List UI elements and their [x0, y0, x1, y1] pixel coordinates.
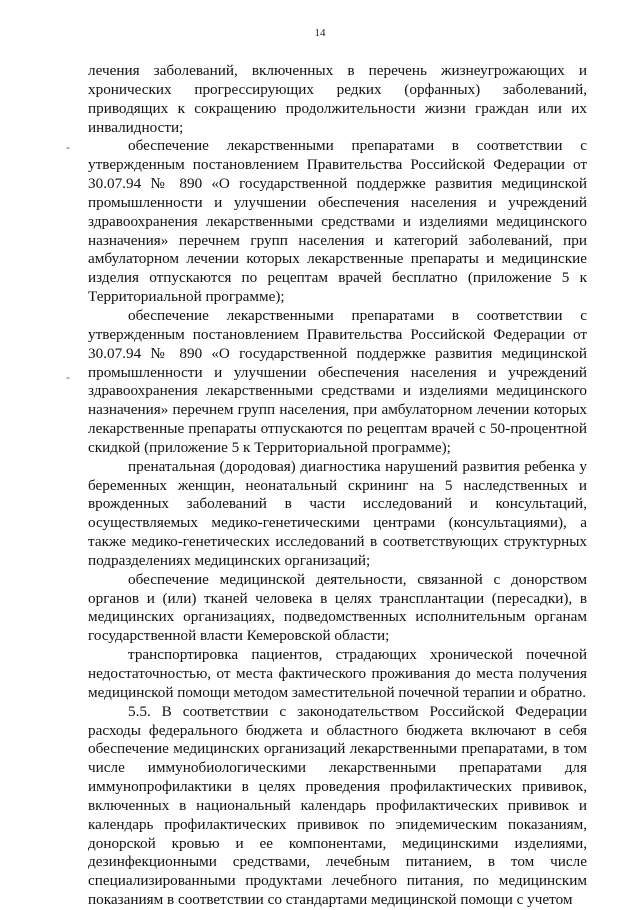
document-body [88, 62, 587, 910]
margin-mark: - [66, 140, 70, 154]
paragraph-patient-transport: транспортировка пациентов, страдающих хронической почечной недостаточностью, от места фактического проживания до места получения медицинской помощи методом заместительной почечной терапии и обратно. [88, 646, 587, 701]
paragraph-organ-donation: обеспечение медицинской деятельности, связанной с донорством органов и (или) тканей человека в целях трансплантации (пересадки), в медицинских организациях, подведомственных исполнительным органам государственной власти Кемеровской области; [88, 570, 587, 645]
page-number: 14 [314, 27, 326, 39]
paragraph-prenatal-diagnostics: пренатальная (дородовая) диагностика нарушений развития ребенка у беременных женщин, неонатальный скрининг на 5 наследственных и врожденных заболеваний в части исследований и консультаций, осуществляемых медико-генетическими центрами (консультациями), а также медико-генетических исследований в соответствующих структурных подразделениях медицинских организаций; [88, 457, 587, 569]
paragraph-section-5-5: 5.5. В соответствии с законодательством Российской Федерации расходы федерального бюджета и областного бюджета включают в себя обеспечение медицинских организаций лекарственными препаратами, в том числе иммунобиологическими лекарственными препаратами для иммунопрофилактики в целях проведения профилактических прививок, включенных в национальный календарь профилактических прививок и календарь профилактических прививок по эпидемическим показаниям, донорской кровью и ее компонентами, медицинскими изделиями, дезинфекционными средствами, лечебным питанием, в том числе специализированными продуктами лечебного питания, по медицинским показаниям в соответствии со стандартами медицинской помощи с учетом [88, 702, 587, 909]
margin-mark: - [66, 370, 70, 384]
paragraph-free-drug-supply: обеспечение лекарственными препаратами в соответствии с утвержденным постановлением Правительства Российской Федерации от 30.07.94 № 890 «О государственной поддержке развития медицинской промышленности и улучшении обеспечения населения и учреждений здравоохранения лекарственными средствами и изделиями медицинского назначения» перечнем групп населения и категорий заболеваний, при амбулаторном лечении которых лекарственные препараты и медицинские изделия отпускаются по рецептам врачей бесплатно (приложение 5 к Территориальной программе); [88, 137, 587, 306]
paragraph-discount-drug-supply: обеспечение лекарственными препаратами в соответствии с утвержденным постановлением Правительства Российской Федерации от 30.07.94 № 890 «О государственной поддержке развития медицинской промышленности и улучшении обеспечения населения и учреждений здравоохранения лекарственными средствами и изделиями медицинского назначения» перечнем групп населения, при амбулаторном лечении которых лекарственные препараты отпускаются по рецептам врачей с 50-процентной скидкой (приложение 5 к Территориальной программе); [88, 306, 587, 456]
paragraph-continuation: лечения заболеваний, включенных в перечень жизнеугрожающих и хронических прогрессирующих редких (орфанных) заболеваний, приводящих к сокращению продолжительности жизни граждан или их инвалидности; [88, 62, 587, 136]
